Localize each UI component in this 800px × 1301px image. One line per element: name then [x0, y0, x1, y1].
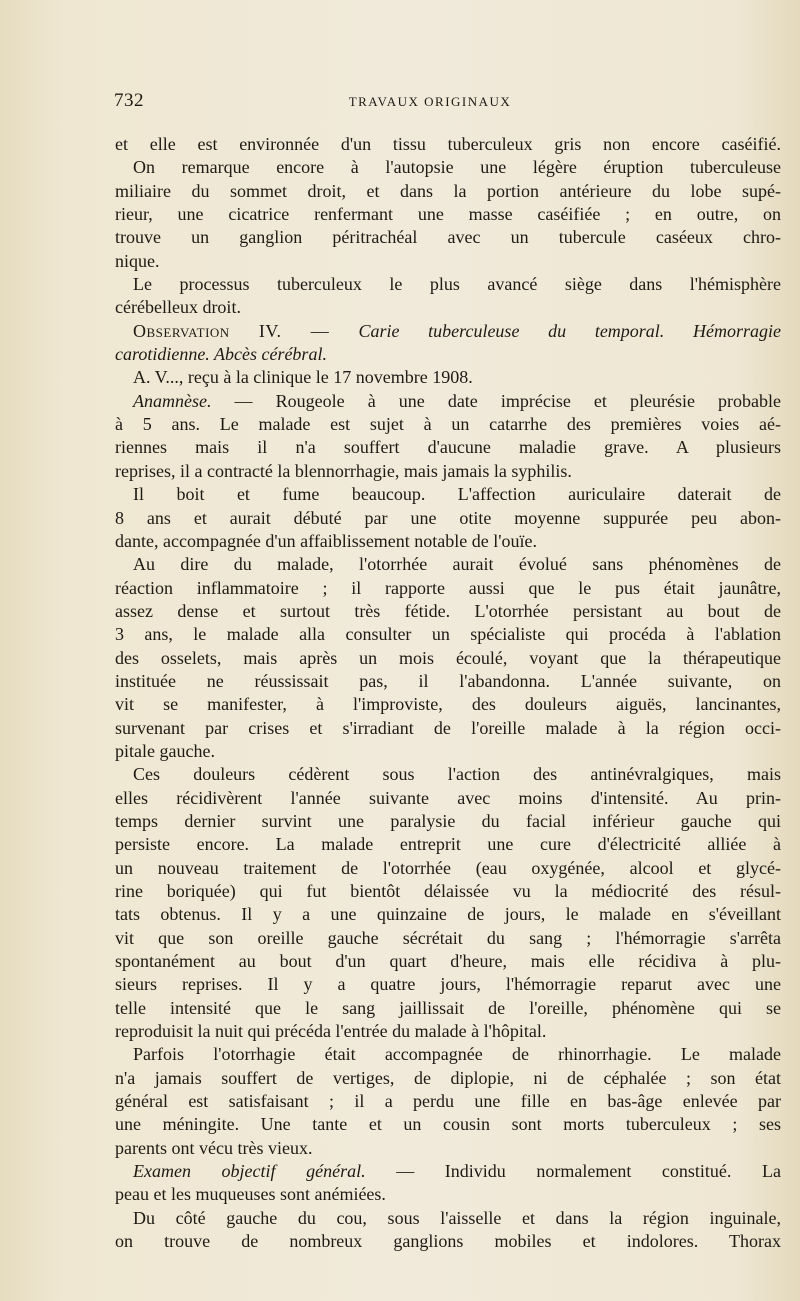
text-line: reprises, il a contracté la blennorrhagie, mais jamais la syphilis.: [115, 460, 572, 481]
observation-label: Observation IV. —: [133, 320, 359, 341]
text-line: on trouve de nombreux ganglions mobiles et indolores. Thorax: [115, 1231, 781, 1252]
text-line: reproduisit la nuit qui précéda l'entrée du malade à l'hôpital.: [115, 1021, 547, 1042]
text-line: tats obtenus. Il y a une quinzaine de jours, le malade en s'éveillant: [115, 904, 781, 925]
text-line: On remarque encore à l'autopsie une légère éruption tuberculeuse: [133, 157, 781, 178]
examen-line: [115, 1160, 781, 1183]
text-line: trouve un ganglion péritrachéal avec un tubercule caséeux chro-: [115, 227, 781, 248]
text-line: telle intensité que le sang jaillissait de l'oreille, phénomène qui se: [115, 997, 781, 1018]
text-line: assez dense et surtout très fétide. L'otorrhée persistant au bout de: [115, 600, 781, 621]
text-line: peau et les muqueuses sont anémiées.: [115, 1184, 386, 1205]
text-line: 3 ans, le malade alla consulter un spécialiste qui procéda à l'ablation: [115, 624, 781, 645]
text-line: Du côté gauche du cou, sous l'aisselle et dans la région inguinale,: [133, 1207, 781, 1228]
text-line: survenant par crises et s'irradiant de l'oreille malade à la région occi-: [115, 717, 781, 738]
text-line: général est satisfaisant ; il a perdu une fille en bas-âge enlevée par: [115, 1091, 781, 1112]
text-line: vit que son oreille gauche sécrétait du sang ; l'hémorragie s'arrêta: [115, 927, 781, 948]
anamnese-line: [115, 390, 781, 413]
page-number: 732: [114, 90, 144, 111]
observation-title: Carie tuberculeuse du temporal. Hémorragie: [358, 320, 781, 341]
text-line: pitale gauche.: [115, 740, 215, 761]
text-line: Au dire du malade, l'otorrhée aurait évolué sans phénomènes de: [133, 554, 781, 575]
body-text: [115, 133, 781, 1254]
text-line: miliaire du sommet droit, et dans la portion antérieure du lobe supé-: [115, 180, 781, 201]
text-line: un nouveau traitement de l'otorrhée (eau oxygénée, alcool et glycé-: [115, 857, 781, 878]
text-line: une méningite. Une tante et un cousin sont morts tuberculeux ; ses: [115, 1114, 781, 1135]
running-head: TRAVAUX ORIGINAUX: [348, 94, 512, 109]
examen-text: — Individu normalement constitué. La: [365, 1161, 781, 1182]
text-line: vit se manifester, à l'improviste, des douleurs aiguës, lancinantes,: [115, 694, 781, 715]
text-line: riennes mais il n'a souffert d'aucune maladie grave. A plusieurs: [115, 437, 781, 458]
text-line: réaction inflammatoire ; il rapporte aussi que le pus était jaunâtre,: [115, 577, 781, 598]
text-line: spontanément au bout d'un quart d'heure, mais elle récidiva à plu-: [115, 951, 781, 972]
text-line: nique.: [115, 250, 160, 271]
text-line: temps dernier survint une paralysie du facial inférieur gauche qui: [115, 810, 781, 831]
text-line: 8 ans et aurait débuté par une otite moyenne suppurée peu abon-: [115, 507, 781, 528]
text-line: et elle est environnée d'un tissu tuberculeux gris non encore caséifié.: [115, 134, 781, 154]
examen-label: Examen objectif général.: [133, 1161, 366, 1182]
text-line: instituée ne réussissait pas, il l'abandonna. L'année suivante, on: [115, 670, 781, 691]
observation-heading: [115, 320, 781, 343]
text-line: n'a jamais souffert de vertiges, de diplopie, ni de céphalée ; son état: [115, 1067, 781, 1088]
text-line: dante, accompagnée d'un affaiblissement notable de l'ouïe.: [115, 530, 537, 551]
text-line: rine boriquée) qui fut bientôt délaissée vu la médiocrité des résul-: [115, 881, 781, 901]
text-line: carotidienne. Abcès cérébral.: [115, 344, 327, 365]
text-line: Le processus tuberculeux le plus avancé siège dans l'hémisphère: [133, 274, 781, 295]
text-line: à 5 ans. Le malade est sujet à un catarrhe des premières voies aé-: [115, 414, 781, 435]
anamnese-text: — Rougeole à une date imprécise et pleurésie probable: [211, 390, 781, 411]
text-line: Il boit et fume beaucoup. L'affection auriculaire daterait de: [133, 484, 781, 505]
text-line: des osselets, mais après un mois écoulé, voyant que la thérapeutique: [115, 647, 781, 668]
text-line: A. V..., reçu à la clinique le 17 novembre 1908.: [133, 367, 473, 388]
anamnese-label: Anamnèse.: [133, 390, 212, 411]
text-line: persiste encore. La malade entreprit une cure d'électricité alliée à: [115, 834, 781, 855]
text-line: rieur, une cicatrice renfermant une masse caséifiée ; en outre, on: [115, 204, 781, 225]
text-line: elles récidivèrent l'année suivante avec moins d'intensité. Au prin-: [115, 787, 781, 808]
text-line: sieurs reprises. Il y a quatre jours, l'hémorragie reparut avec une: [115, 974, 781, 995]
text-line: cérébelleux droit.: [115, 297, 241, 318]
text-line: Parfois l'otorrhagie était accompagnée de rhinorrhagie. Le malade: [133, 1044, 781, 1065]
text-line: Ces douleurs cédèrent sous l'action des antinévralgiques, mais: [133, 764, 781, 785]
text-line: parents ont vécu très vieux.: [115, 1137, 313, 1158]
